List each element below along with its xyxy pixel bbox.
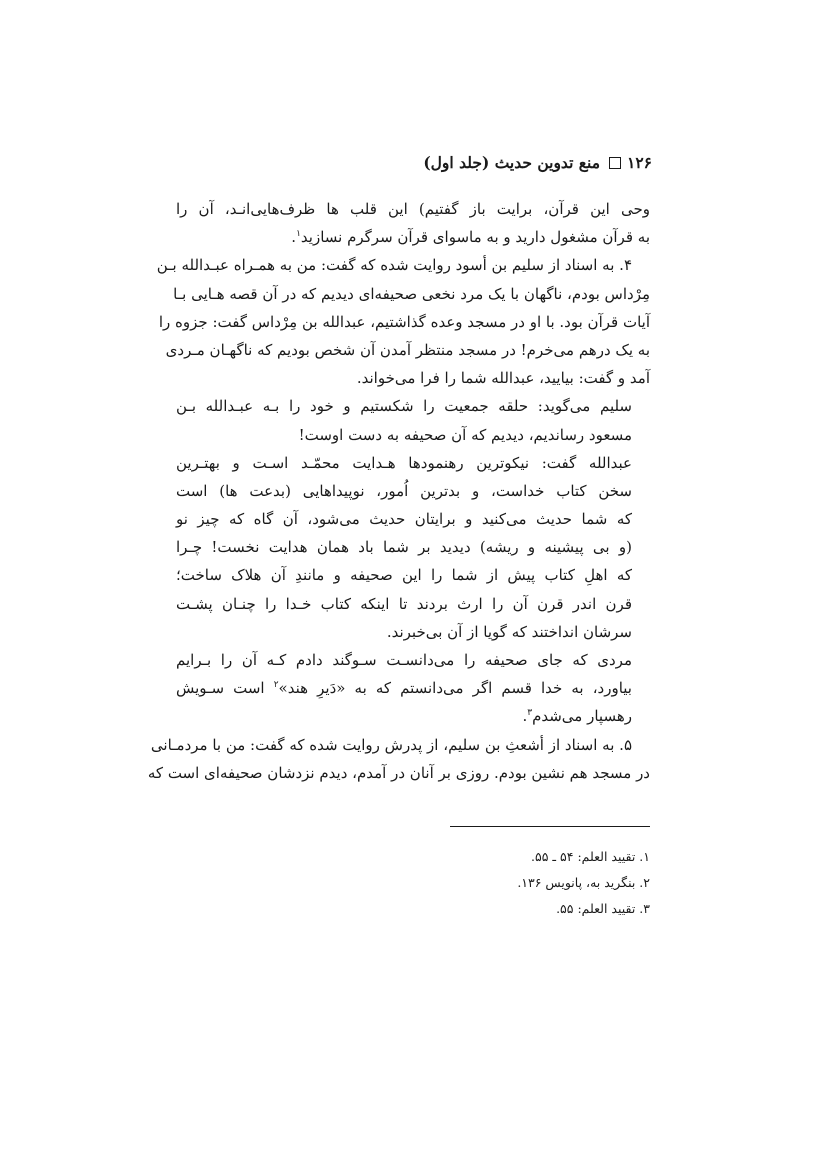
text-line: مردی که جای صحیفه را می‌دانسـت سـوگند دادم کـه آن را بـرایم [176,651,632,669]
text-line: قرن اندر قرن آن را ارث بردند تا اینکه کتاب خـدا را چنـان پشـت [176,594,632,613]
text-line: مسعود رساندیم، دیدیم که آن صحیفه به دست اوست! [298,425,632,444]
text-line: ۴. به اسناد از سلیم بن أسود روایت شده که گفت: من به همـراه عبـدالله بـن [156,256,632,275]
footnote-ref: ۲ [273,680,279,691]
footnote-ref: ۳ [527,708,533,719]
quoted-block [176,392,650,730]
text-line: رهسپار می‌شدم$^۳$. [522,707,632,726]
text-line: ۵. به اسناد از أشعثِ بن سلیم، از پدرش روایت شده که گفت: من با مردمـانی [150,735,632,754]
text-line: سخن کتاب خداست، و بدترین اُمور، نوپیداهایی (بدعت ها) است [176,481,632,500]
text-line: که شما حدیث می‌کنید و برایتان حدیث می‌شود، آن گاه که چیز نو [176,510,632,529]
running-header [423,152,652,174]
footnote-item: ۱. تقیید العلم: ۵۴ ـ ۵۵. [531,849,650,864]
footnote-divider [450,826,650,827]
page-number: ۱۲۶ [627,153,652,172]
main-text [147,195,650,787]
footnote-item: ۲. بنگرید به، پانویس ۱۳۶. [517,875,650,890]
text-line: مِرْداس بودم، ناگهان با یک مرد نخعی صحیفه‌ای دیدیم که در آن قصه هـایی بـا [173,284,650,303]
text-line: آمد و گفت: بیایید، عبدالله شما را فرا می‌خواند. [356,369,650,388]
footnote-item: ۳. تقیید العلم: ۵۵. [556,901,650,916]
text-line: سلیم می‌گوید: حلقه جمعیت را شکستیم و خود را بـه عبـدالله بـن [176,397,632,416]
text-line: سرشان انداختند که گویا از آن بی‌خبرند. [386,622,632,641]
text-line: در مسجد هم نشین بودم. روزی بر آنان در آمدم، دیدم نزدشان صحیفه‌ای است که [147,763,650,782]
text-line: (و بی پیشینه و ریشه) دیدید بر شما باد همان هدایت نخست! چـرا [176,538,632,557]
square-ornament-icon [609,157,621,169]
text-line: که اهلِ کتاب پیش از شما را این صحیفه و مانندِ آن هلاک ساخت؛ [176,566,632,585]
text-line: بیاورد، به خدا قسم اگر می‌دانستم که به «دَیرِ هند»$^۲$ است سـویش [176,679,632,698]
text-line: عبدالله گفت: نیکوترین رهنمودها هـدایت محمّـد اسـت و بهتـرین [176,453,632,472]
text-line: به قرآن مشغول دارید و به ماسوای قرآن سرگرم نسازید$^۱$. [291,228,650,247]
text-line: به یک درهم می‌خرم! در مسجد منتظر آمدن آن شخص بودیم که ناگهـان مـردی [165,340,650,359]
running-title: منع تدوین حدیث (جلد اول) [423,153,601,172]
text-line: وحی این قرآن، برایت باز گفتیم) این قلب ها ظرف‌هایی‌انـد، آن را [176,200,650,218]
footnote-ref: ۱ [296,229,301,240]
footnotes [176,844,650,922]
text-line: آیات قرآن بود. با او در مسجد وعده گذاشتیم، عبدالله بن مِرْداس گفت: جزوه را [158,312,650,331]
